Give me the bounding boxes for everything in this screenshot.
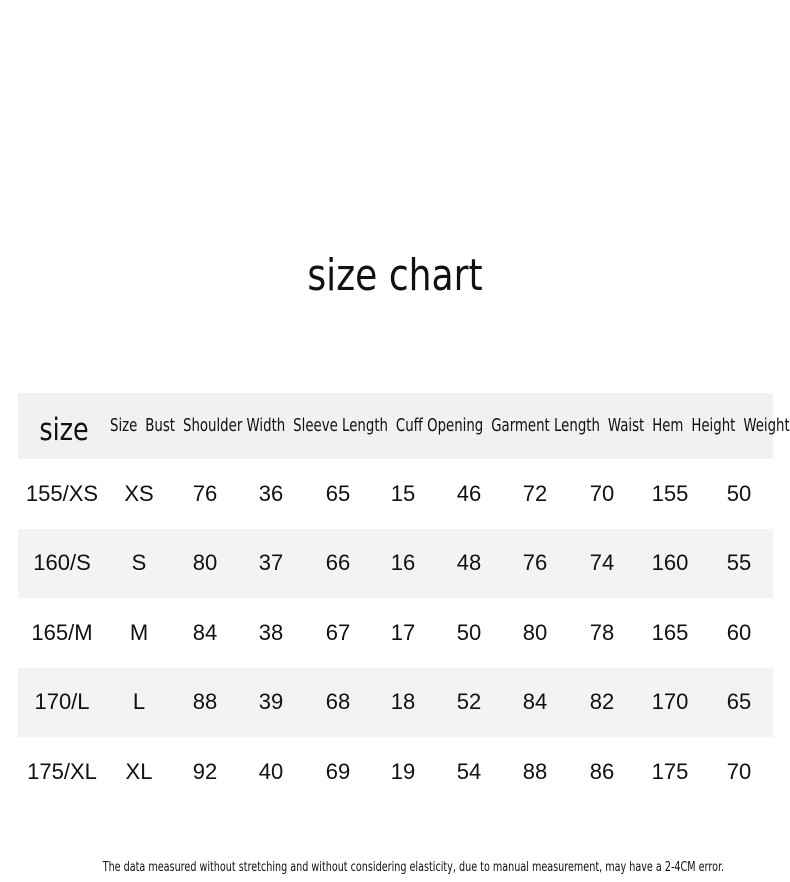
table-cell: 52 [456, 689, 482, 715]
table-cell: XL [125, 758, 153, 784]
table-cell: 155/XS [25, 480, 99, 506]
header-size-label: size [39, 412, 89, 448]
column-header: Bust [145, 415, 176, 436]
table-cell: 65 [325, 480, 351, 506]
table-cell: 80 [192, 550, 218, 576]
table-body [18, 459, 773, 807]
table-cell: 70 [589, 480, 615, 506]
table-cell: 165 [651, 619, 689, 645]
table-cell: S [131, 550, 147, 576]
table-cell: 80 [522, 619, 548, 645]
table-cell: 70 [726, 758, 752, 784]
table-cell: 37 [258, 550, 284, 576]
table-cell: 78 [589, 619, 615, 645]
table-cell: 160/S [33, 550, 91, 576]
table-cell: 48 [456, 550, 482, 576]
table-cell: 86 [589, 758, 615, 784]
table-cell: 66 [325, 550, 351, 576]
table-cell: 54 [456, 758, 482, 784]
table-cell: 38 [258, 619, 284, 645]
table-cell: 69 [325, 758, 351, 784]
table-cell: 65 [726, 689, 752, 715]
table-row [18, 737, 773, 807]
table-cell: 88 [192, 689, 218, 715]
table-cell: 175 [651, 758, 689, 784]
table-cell: 18 [390, 689, 416, 715]
header-columns [110, 413, 790, 439]
table-cell: 92 [192, 758, 218, 784]
table-cell: 170/L [34, 689, 90, 715]
table-cell: 170 [651, 689, 689, 715]
column-header: Size [110, 415, 138, 436]
column-header: Garment Length [491, 415, 600, 436]
table-cell: 50 [726, 480, 752, 506]
table-row [18, 668, 773, 738]
column-header: Waist [607, 415, 645, 436]
table-cell: 36 [258, 480, 284, 506]
table-cell: 155 [651, 480, 689, 506]
table-row [18, 529, 773, 599]
table-cell: 19 [390, 758, 416, 784]
table-cell: XS [124, 480, 154, 506]
table-cell: 74 [589, 550, 615, 576]
table-cell: 76 [192, 480, 218, 506]
table-cell: 15 [390, 480, 416, 506]
table-cell: M [129, 619, 149, 645]
table-cell: 40 [258, 758, 284, 784]
table-cell: 84 [522, 689, 548, 715]
table-cell: 76 [522, 550, 548, 576]
column-header: Sleeve Length [293, 415, 388, 436]
table-cell: 50 [456, 619, 482, 645]
table-cell: 72 [522, 480, 548, 506]
table-cell: 67 [325, 619, 351, 645]
column-header: Cuff Opening [395, 415, 484, 436]
table-row [18, 598, 773, 668]
table-cell: 55 [726, 550, 752, 576]
column-header: Hem [652, 415, 684, 436]
table-cell: 88 [522, 758, 548, 784]
column-header: Shoulder Width [182, 415, 286, 436]
table-cell: 68 [325, 689, 351, 715]
table-cell: 46 [456, 480, 482, 506]
table-cell: 160 [651, 550, 689, 576]
table-cell: 17 [390, 619, 416, 645]
table-cell: 39 [258, 689, 284, 715]
table-row [18, 459, 773, 529]
column-header: Height [691, 415, 736, 436]
table-cell: 16 [390, 550, 416, 576]
column-header: Weight [743, 415, 790, 436]
table-cell: 165/M [31, 619, 93, 645]
measurement-note: The data measured without stretching and without considering elasticity, due to manual measurement, may have a 2-4CM error. [102, 860, 725, 875]
table-cell: 60 [726, 619, 752, 645]
table-header-row [18, 393, 790, 459]
page-title: size chart [307, 250, 483, 301]
table-cell: 82 [589, 689, 615, 715]
table-cell: 84 [192, 619, 218, 645]
table-cell: 175/XL [27, 758, 97, 784]
size-chart-table [18, 393, 790, 807]
table-cell: L [132, 689, 146, 715]
